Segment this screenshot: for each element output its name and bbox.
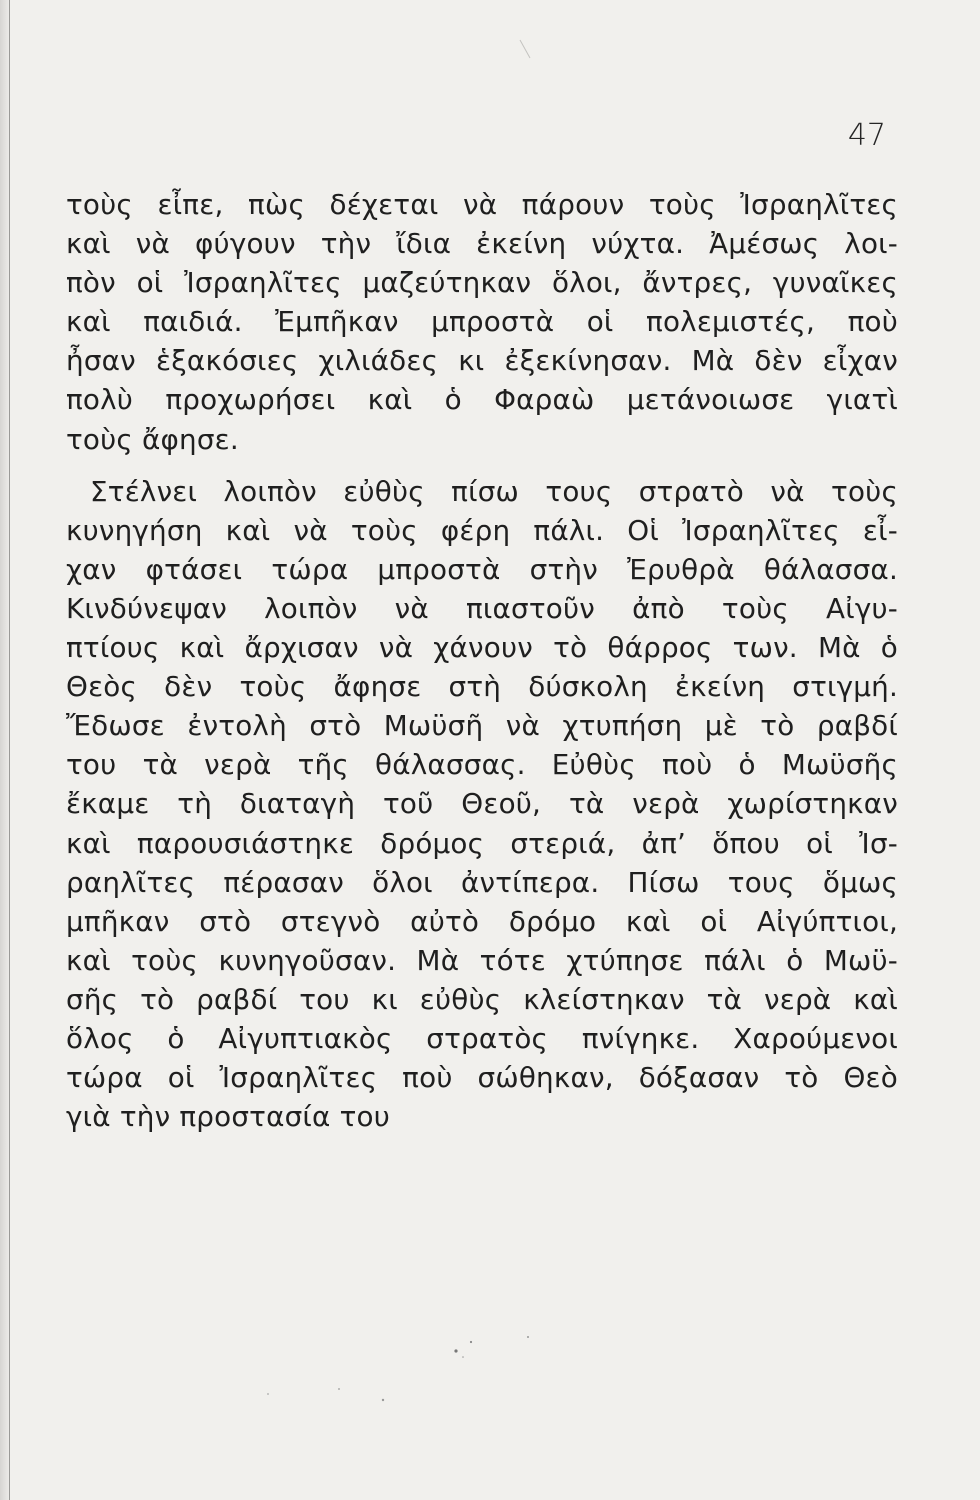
book-text: [66, 185, 898, 1136]
text-line: Ἔδωσε ἐντολὴ στὸ Μωϋσῆ νὰ χτυπήση μὲ τὸ ραβδί: [66, 709, 898, 743]
text-line: Κινδύνεψαν λοιπὸν νὰ πιαστοῦν ἀπὸ τοὺς Αἰγυ-: [66, 591, 898, 625]
text-line: κυνηγήση καὶ νὰ τοὺς φέρη πάλι. Οἱ Ἰσραηλῖτες εἶ-: [66, 513, 898, 547]
page-binding-line: [9, 0, 10, 1500]
page-binding-edge: [0, 0, 9, 1500]
text-line: ἦσαν ἑξακόσιες χιλιάδες κι ἐξεκίνησαν. Μὰ δὲν εἶχαν: [66, 344, 898, 378]
text-line: ὅλος ὁ Αἰγυπτιακὸς στρατὸς πνίγηκε. Χαρούμενοι: [66, 1021, 898, 1055]
text-line: πτίους καὶ ἄρχισαν νὰ χάνουν τὸ θάρρος των. Μὰ ὁ: [66, 631, 898, 665]
text-line: καὶ παιδιά. Ἐμπῆκαν μπροστὰ οἱ πολεμιστές, ποὺ: [66, 305, 898, 339]
text-line: Στέλνει λοιπὸν εὐθὺς πίσω τους στρατὸ νὰ τοὺς: [90, 474, 898, 508]
text-line: ἔκαμε τὴ διαταγὴ τοῦ Θεοῦ, τὰ νερὰ χωρίστηκαν: [66, 787, 898, 821]
text-line: τοὺς εἶπε, πὼς δέχεται νὰ πάρουν τοὺς Ἰσραηλῖτες: [66, 188, 898, 221]
text-line: του τὰ νερὰ τῆς θάλασσας. Εὐθὺς ποὺ ὁ Μωϋσῆς: [66, 748, 898, 782]
text-line: πὸν οἱ Ἰσραηλῖτες μαζεύτηκαν ὅλοι, ἄντρες, γυναῖκες: [66, 266, 898, 300]
page-number: 47: [847, 118, 886, 153]
text-line: μπῆκαν στὸ στεγνὸ αὐτὸ δρόμο καὶ οἱ Αἰγύπτιοι,: [66, 904, 898, 938]
paragraph-1: [66, 185, 898, 459]
text-line: καὶ νὰ φύγουν τὴν ἴδια ἐκείνη νύχτα. Ἀμέσως λοι-: [66, 227, 898, 261]
text-line: Θεὸς δὲν τοὺς ἄφησε στὴ δύσκολη ἐκείνη στιγμή.: [66, 670, 898, 704]
text-line: γιὰ τὴν προστασία του: [66, 1100, 390, 1134]
text-line: πολὺ προχωρήσει καὶ ὁ Φαραὼ μετάνοιωσε γιατὶ: [66, 383, 898, 417]
text-line: καὶ τοὺς κυνηγοῦσαν. Μὰ τότε χτύπησε πάλι ὁ Μωϋ-: [66, 943, 898, 977]
text-line: τώρα οἱ Ἰσραηλῖτες ποὺ σώθηκαν, δόξασαν τὸ Θεὸ: [66, 1061, 898, 1095]
paragraph-2: [66, 472, 898, 1137]
text-line: ραηλῖτες πέρασαν ὅλοι ἀντίπερα. Πίσω τους ὅμως: [66, 865, 898, 899]
text-line: τοὺς ἄφησε.: [66, 422, 239, 456]
text-line: χαν φτάσει τώρα μπροστὰ στὴν Ἐρυθρὰ θάλασσα.: [66, 552, 898, 586]
text-line: καὶ παρουσιάστηκε δρόμος στεριά, ἀπ’ ὅπου οἱ Ἰσ-: [66, 826, 898, 860]
text-line: σῆς τὸ ραβδί του κι εὐθὺς κλείστηκαν τὰ νερὰ καὶ: [66, 982, 898, 1016]
